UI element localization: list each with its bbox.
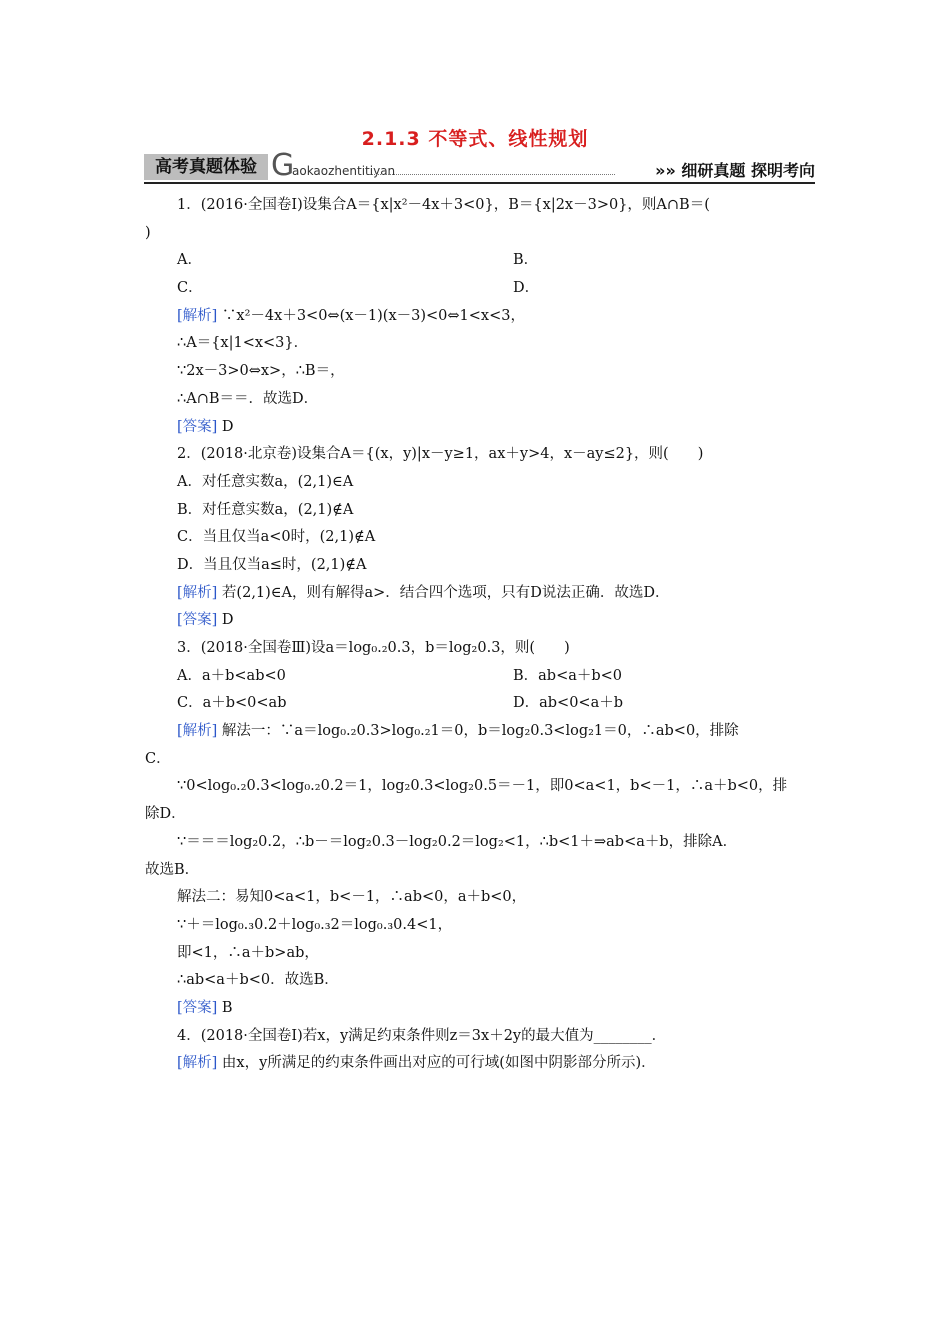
text-line: [145, 967, 815, 995]
section-tag: [解析]: [177, 723, 218, 740]
section-tag: [解析]: [177, 1055, 218, 1072]
line-text: 由x，y所满足的约束条件画出对应的可行域(如图中阴影部分所示)．: [217, 1055, 656, 1072]
line-text: 除D．: [145, 806, 186, 823]
text-line: [145, 1050, 815, 1078]
option-left: C．: [177, 280, 203, 297]
line-text: 即<1，∴a＋b>ab，: [177, 944, 319, 961]
section-tag: [答案]: [177, 999, 218, 1016]
text-line: [145, 330, 815, 358]
text-line: [145, 690, 815, 718]
banner-label: 高考真题体验: [144, 154, 268, 180]
line-text: B．对任意实数a，(2,1)∉A: [177, 501, 354, 518]
text-line: [145, 912, 815, 940]
text-line: [145, 303, 815, 331]
option-right: D．ab<0<a＋b: [513, 695, 624, 712]
option-right: D．: [513, 280, 540, 297]
line-text: 3．(2018·全国卷Ⅲ)设a＝log₀.₂0.3，b＝log₂0.3，则( ): [177, 640, 570, 656]
line-text: ∴A＝{x|1<x<3}．: [177, 335, 309, 352]
text-line: [145, 940, 815, 968]
line-text: 故选B．: [145, 861, 200, 878]
line-text: ∵2x－3>0⇔x>，∴B＝，: [177, 363, 345, 380]
section-tag: [解析]: [177, 584, 218, 601]
line-text: 若(2,1)∈A，则有解得a>．结合四个选项，只有D说法正确．故选D．: [217, 584, 670, 601]
text-line: [145, 801, 815, 829]
line-text: ∴A∩B＝＝．故选D．: [177, 390, 319, 407]
text-line: [145, 414, 815, 442]
line-text: ): [145, 224, 151, 241]
text-line: [145, 192, 815, 220]
line-text: 2．(2018·北京卷)设集合A＝{(x，y)|x－y≥1，ax＋y>4，x－ay≤2}，则( ): [177, 446, 704, 463]
section-tag: [解析]: [177, 307, 218, 324]
page-title: 2.1.3 不等式、线性规划: [361, 128, 589, 150]
line-text: ∵＋＝log₀.₃0.2＋log₀.₃2＝log₀.₃0.4<1，: [177, 916, 453, 933]
text-line: [145, 635, 815, 663]
line-text: 4．(2018·全国卷Ⅰ)若x，y满足约束条件则z＝3x＋2y的最大值为________．: [177, 1027, 667, 1044]
text-line: [145, 746, 815, 774]
line-text: C．: [145, 750, 171, 767]
line-text: ∴ab<a＋b<0．故选B．: [177, 972, 339, 989]
text-line: [145, 275, 815, 303]
option-left: C．a＋b<0<ab: [177, 695, 287, 712]
banner-pinyin: aokaozhentitiyan: [292, 164, 396, 178]
text-line: [145, 469, 815, 497]
text-line: [145, 580, 815, 608]
text-line: [145, 829, 815, 857]
banner-underline: [144, 182, 815, 184]
line-text: ∵x²－4x＋3<0⇔(x－1)(x－3)<0⇔1<x<3，: [217, 307, 525, 324]
line-text: D: [217, 612, 234, 629]
line-text: B: [217, 999, 233, 1016]
banner-g-letter: G: [271, 148, 295, 183]
line-text: D: [217, 418, 234, 435]
text-line: [145, 220, 815, 248]
text-line: [145, 1023, 815, 1051]
option-left: A．a＋b<ab<0: [177, 667, 286, 684]
text-line: [145, 884, 815, 912]
text-line: [145, 718, 815, 746]
banner-right-label: »» 细研真题 探明考向: [655, 161, 815, 180]
line-text: 解法一：∵a＝log₀.₂0.3>log₀.₂1＝0，b＝log₂0.3<log₂1＝0，∴ab<0，排除: [217, 723, 739, 740]
line-text: A．对任意实数a，(2,1)∈A: [177, 473, 354, 490]
text-line: [145, 358, 815, 386]
line-text: ∵＝＝＝log₂0.2，∴b－＝log₂0.3－log₂0.2＝log₂<1，∴b<1＋⇒ab<a＋b，排除A．: [177, 833, 738, 850]
text-line: [145, 995, 815, 1023]
line-text: ∵0<log₀.₂0.3<log₀.₂0.2＝1，log₂0.3<log₂0.5＝－1，即0<a<1，b<－1，∴a＋b<0，排: [177, 778, 788, 795]
text-line: [145, 663, 815, 691]
section-tag: [答案]: [177, 418, 218, 435]
option-right: B．ab<a＋b<0: [513, 667, 623, 684]
line-text: 解法二：易知0<a<1，b<－1，∴ab<0，a＋b<0，: [177, 889, 527, 906]
section-tag: [答案]: [177, 612, 218, 629]
text-line: [145, 773, 815, 801]
text-line: [145, 386, 815, 414]
text-line: [145, 247, 815, 275]
text-line: [145, 441, 815, 469]
section-banner: [144, 148, 815, 184]
line-text: 1．(2016·全国卷Ⅰ)设集合A＝{x|x²－4x＋3<0}，B＝{x|2x－3>0}，则A∩B＝(: [177, 197, 710, 213]
line-text: D．当且仅当a≤时，(2,1)∉A: [177, 556, 367, 573]
line-text: C．当且仅当a<0时，(2,1)∉A: [177, 529, 376, 546]
document-body: [145, 192, 815, 1078]
text-line: [145, 857, 815, 885]
option-right: B．: [513, 252, 539, 269]
option-left: A．: [177, 252, 202, 269]
text-line: [145, 552, 815, 580]
text-line: [145, 524, 815, 552]
text-line: [145, 497, 815, 525]
banner-dotted-line: [369, 174, 615, 175]
text-line: [145, 607, 815, 635]
